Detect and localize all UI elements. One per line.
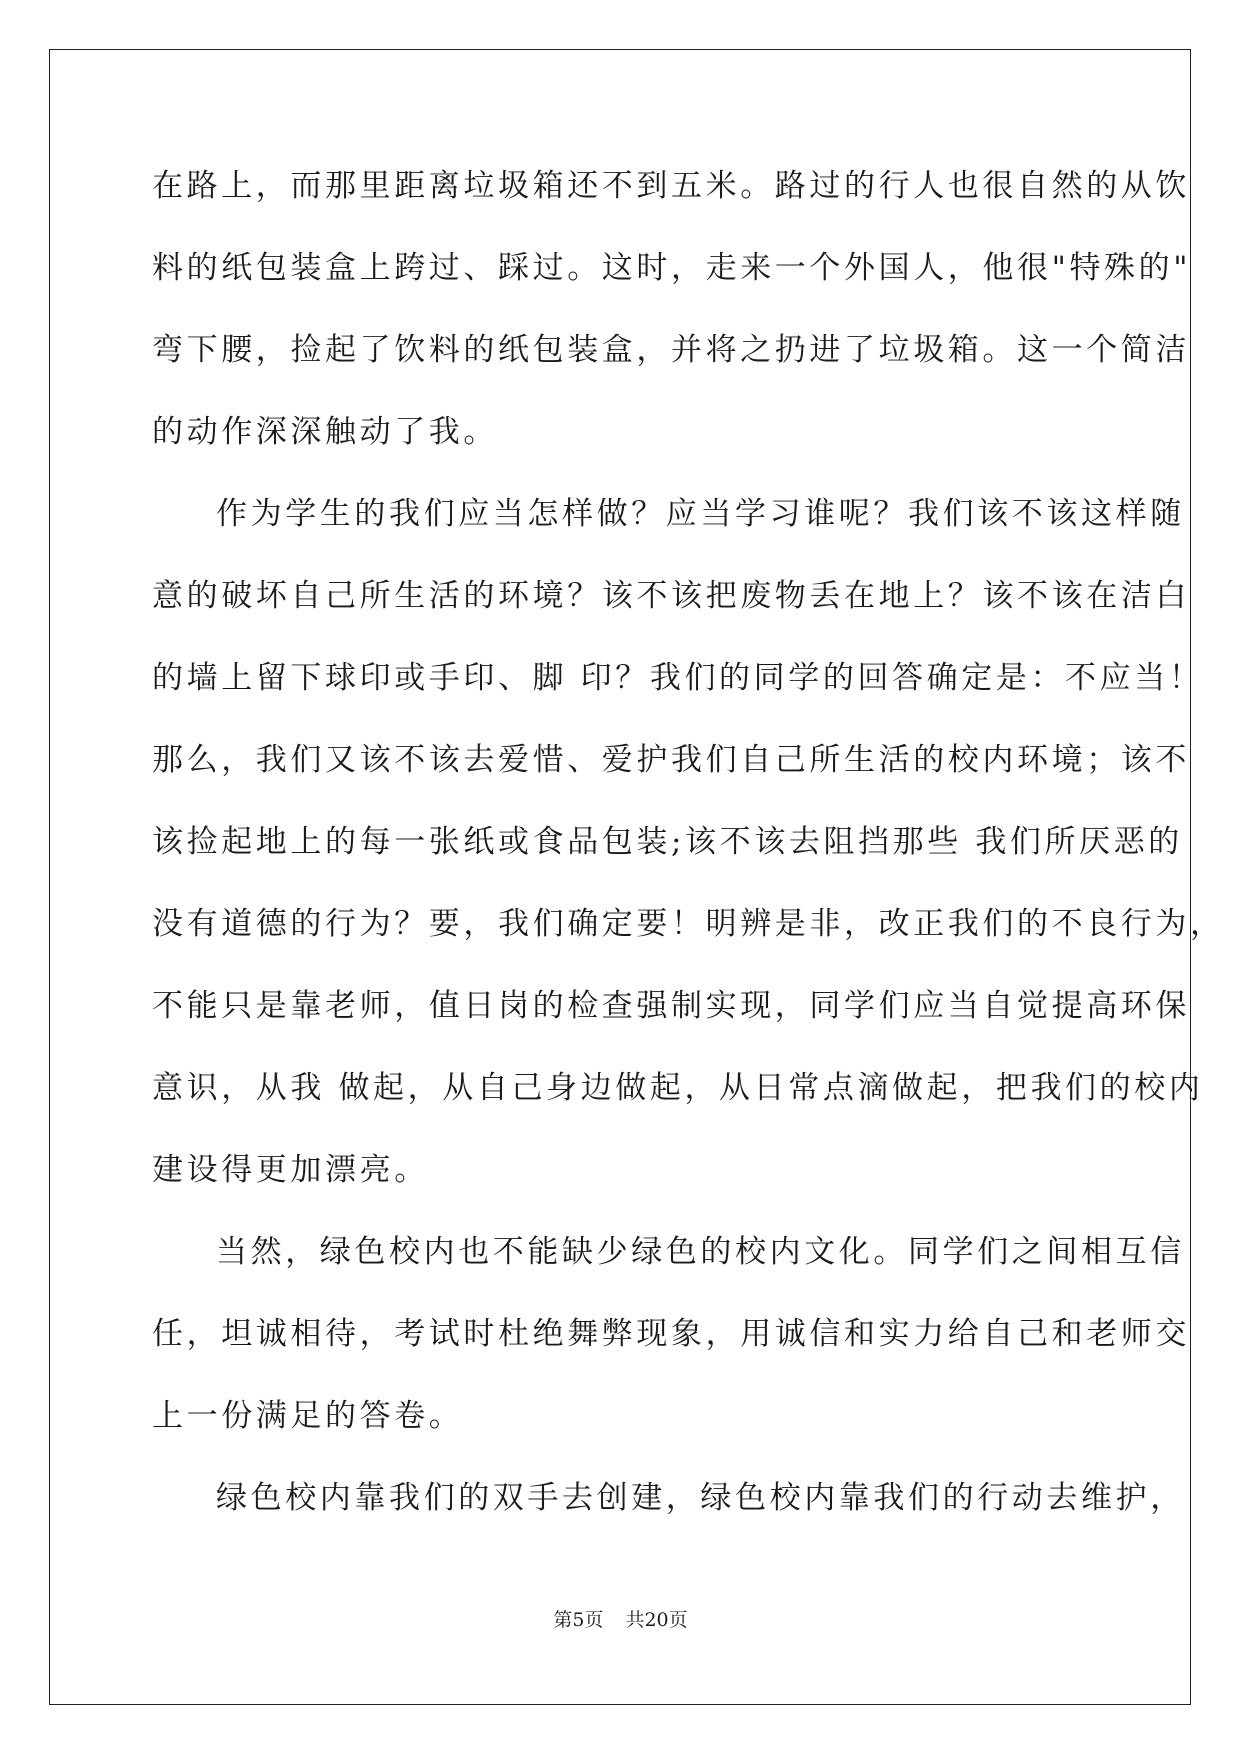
text-line: 在路上，而那里距离垃圾箱还不到五米。路过的行人也很自然的从饮 <box>152 168 1190 204</box>
text-line: 意识，从我 做起，从自己身边做起，从日常点滴做起，把我们的校内 <box>152 1070 1204 1106</box>
text-line: 不能只是靠老师，值日岗的检查强制实现，同学们应当自觉提高环保 <box>152 988 1190 1024</box>
text-line: 建设得更加漂亮。 <box>152 1152 429 1188</box>
text-line: 的动作深深触动了我。 <box>152 414 498 450</box>
text-line: 料的纸包装盒上跨过、踩过。这时，走来一个外国人，他很"特殊的" <box>152 250 1192 286</box>
text-line: 没有道德的行为？要，我们确定要！明辨是非，改正我们的不良行为， <box>152 906 1225 942</box>
text-line: 的墙上留下球印或手印、脚 印？我们的同学的回答确定是：不应当！ <box>152 660 1204 696</box>
text-line: 那么，我们又该不该去爱惜、爱护我们自己所生活的校内环境；该不 <box>152 742 1190 778</box>
text-line: 上一份满足的答卷。 <box>152 1398 464 1434</box>
text-line: 作为学生的我们应当怎样做？应当学习谁呢？我们该不该这样随 <box>216 496 1185 532</box>
text-line: 意的破坏自己所生活的环境？该不该把废物丢在地上？该不该在洁白 <box>152 578 1190 614</box>
text-line: 该捡起地上的每一张纸或食品包装;该不该去阻挡那些 我们所厌恶的 <box>152 824 1183 860</box>
page-number: 第5页 <box>553 1609 604 1631</box>
text-line: 弯下腰，捡起了饮料的纸包装盒，并将之扔进了垃圾箱。这一个简洁 <box>152 332 1190 368</box>
page-footer <box>0 1608 1241 1632</box>
text-line: 任，坦诚相待，考试时杜绝舞弊现象，用诚信和实力给自己和老师交 <box>152 1316 1190 1352</box>
document-body <box>152 166 1225 1560</box>
text-line: 绿色校内靠我们的双手去创建，绿色校内靠我们的行动去维护， <box>216 1480 1185 1516</box>
page-total: 共20页 <box>625 1609 688 1631</box>
text-line: 当然，绿色校内也不能缺少绿色的校内文化。同学们之间相互信 <box>216 1234 1185 1270</box>
